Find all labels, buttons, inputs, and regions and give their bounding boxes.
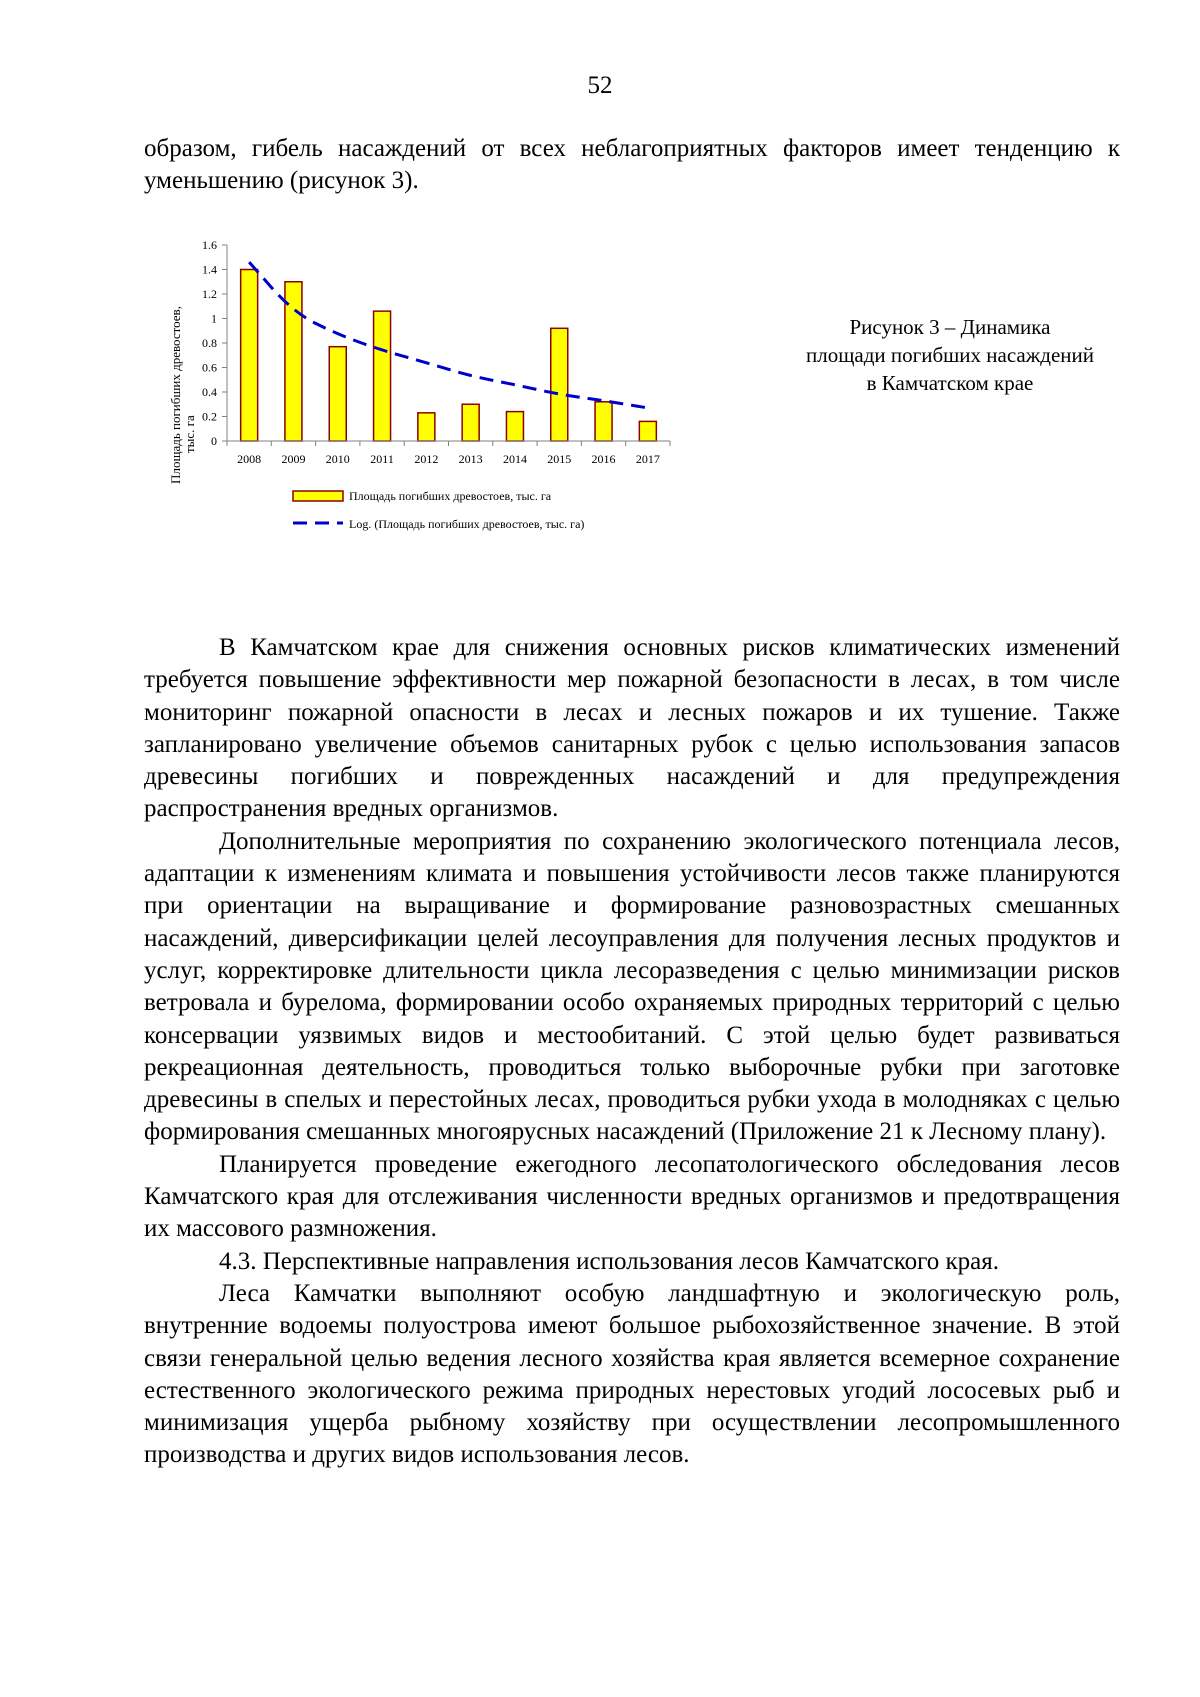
section-heading: 4.3. Перспективные направления использования лесов Камчатского края. — [219, 1247, 1000, 1275]
legend-label-bars: Площадь погибших древостоев, тыс. га — [349, 489, 552, 503]
x-tick-label: 2014 — [502, 452, 527, 466]
y-tick-label: 0.8 — [202, 336, 217, 350]
x-tick-label: 2008 — [237, 452, 262, 466]
intro-paragraph — [144, 133, 1120, 198]
caption-line: площади погибших насаждений — [805, 343, 1094, 367]
y-axis-label — [168, 306, 197, 484]
caption-line: в Камчатском крае — [866, 371, 1034, 395]
y-tick-label: 1.2 — [202, 287, 217, 301]
x-tick-label: 2013 — [458, 452, 483, 466]
y-tick-label: 1.4 — [202, 262, 217, 277]
x-tick-label: 2009 — [281, 452, 306, 466]
bar — [639, 421, 656, 441]
bar — [329, 347, 346, 441]
y-tick-label: 0 — [211, 434, 217, 448]
paragraph: Дополнительные мероприятия по сохранению экологического потенциала лесов, адаптации к изменениям климата и повышения устойчивости лесов также планируются при ориентации на выращивание и формирование разновозрастных смешанных насаждений, диверсификации целей лесоуправления для получения лесных продуктов и услуг, корректировке длительности цикла лесоразведения с целью минимизации рисков ветровала и бурелома, формировании особо охраняемых природных территорий с целью консервации уязвимых видов и местообитаний. С этой целью будет развиваться рекреационная деятельность, проводиться только выборочные рубки при заготовке древесины в спелых и перестойных лесах, проводиться рубки ухода в молодняках с целью формирования смешанных многоярусных насаждений (Приложение 21 к Лесному плану). — [144, 827, 1120, 1146]
bar — [506, 412, 523, 441]
bar — [418, 413, 435, 441]
paragraph: В Камчатском крае для снижения основных рисков климатических изменений требуется повышение эффективности мер пожарной безопасности в лесах, в том числе мониторинг пожарной опасности в лесах и лесных пожаров и их тушение. Также запланировано увеличение объемов санитарных рубок с целью использования запасов древесины погибших и поврежденных насаждений и для предупреждения распространения вредных организмов. — [144, 634, 1120, 823]
paragraph: Планируется проведение ежегодного лесопатологического обследования лесов Камчатского края для отслеживания численности вредных организмов и предотвращения их массового размножения. — [144, 1150, 1120, 1243]
paragraph: образом, гибель насаждений от всех неблагоприятных факторов имеет тенденцию к уменьшению (рисунок 3). — [144, 135, 1120, 195]
bar — [551, 328, 568, 441]
y-tick-label: 0.2 — [202, 409, 217, 424]
page-number: 52 — [587, 72, 613, 99]
x-tick-label: 2012 — [414, 452, 439, 466]
chart-legend — [285, 487, 665, 537]
caption-line: Рисунок 3 – Динамика — [849, 315, 1051, 339]
figure-caption — [770, 313, 1130, 397]
trendline — [249, 262, 648, 408]
paragraph: Леса Камчатки выполняют особую ландшафтную и экологическую роль, внутренние водоемы полуострова имеют большое рыбохозяйственное значение. В этой связи генеральной целью ведения лесного хозяйства края является всемерное сохранение естественного экологического режима природных нерестовых угодий лососевых рыб и минимизация ущерба рыбному хозяйству при осуществлении лесопромышленного производства и других видов использования лесов. — [144, 1279, 1120, 1469]
bar — [595, 402, 612, 441]
x-tick-label: 2011 — [370, 452, 394, 466]
x-tick-label: 2015 — [547, 452, 572, 466]
bar — [241, 270, 258, 442]
y-tick-label: 0.6 — [202, 360, 217, 375]
y-tick-label: 0.4 — [202, 385, 217, 399]
x-tick-label: 2010 — [325, 452, 350, 466]
x-tick-label: 2017 — [635, 452, 660, 466]
legend-label-trend: Log. (Площадь погибших древостоев, тыс. га) — [349, 517, 585, 531]
x-tick-label: 2016 — [591, 452, 616, 466]
body-text — [144, 632, 1120, 1472]
bar — [374, 311, 391, 441]
y-tick-label: 1 — [211, 311, 217, 326]
y-axis-label-line2: тыс. га — [182, 415, 197, 453]
y-axis-label-line1: Площадь погибших древостоев, — [168, 306, 183, 484]
x-axis — [227, 441, 670, 466]
legend-swatch-bars — [293, 491, 343, 501]
bar — [462, 404, 479, 441]
bar-series — [241, 270, 657, 442]
y-tick-label: 1.6 — [202, 238, 217, 252]
y-axis — [202, 238, 227, 448]
